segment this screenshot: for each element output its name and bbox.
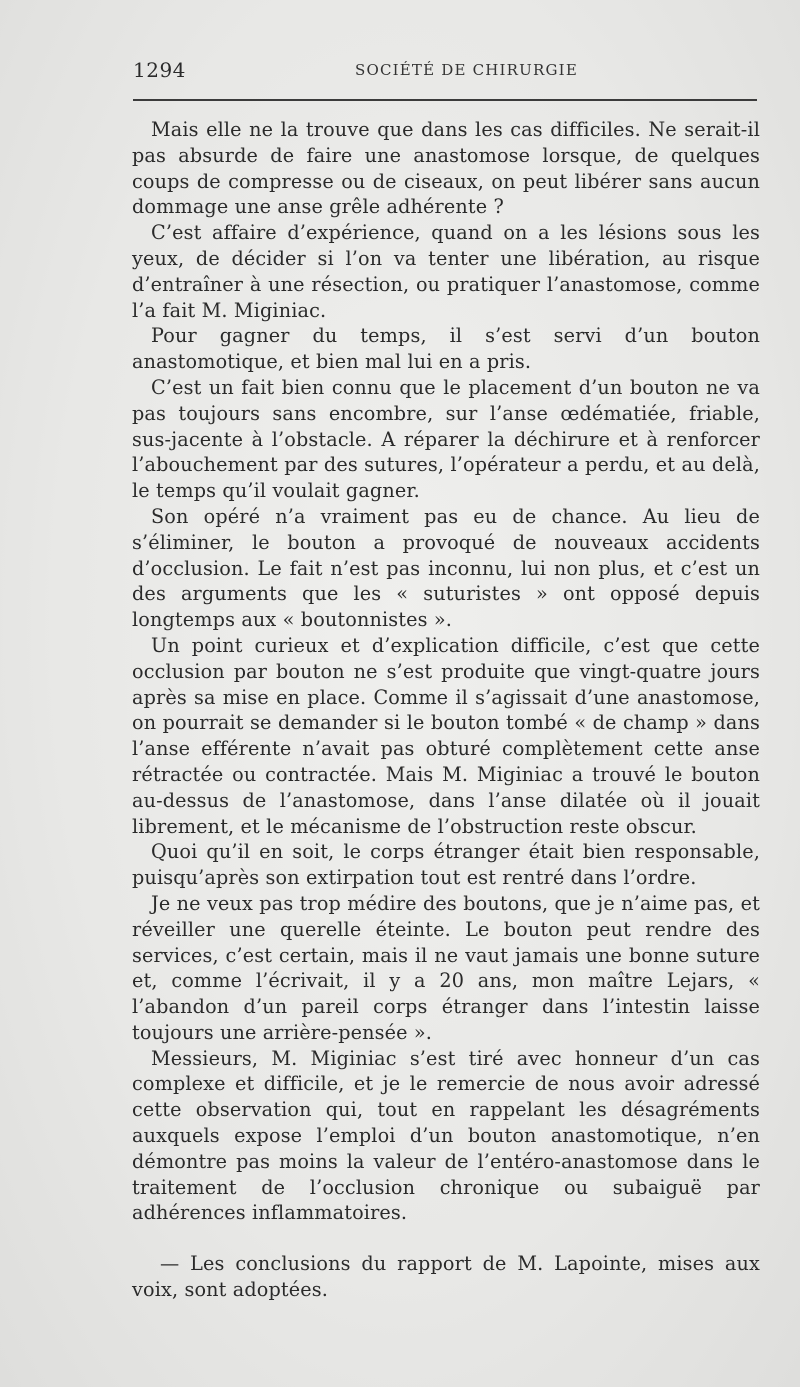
conclusion-paragraph: — Les conclusions du rapport de M. Lapointe, mises aux voix, sont adoptées. bbox=[132, 1252, 760, 1302]
paragraph: Pour gagner du temps, il s’est servi d’un bouton anastomotique, et bien mal lui en a pris. bbox=[132, 324, 760, 374]
paragraph: Je ne veux pas trop médire des boutons, que je n’aime pas, et réveiller une querelle éteinte. Le bouton peut rendre des services, c’est certain, mais il ne vaut jamais une bonne suture et, comme l’écrivait, il y a 20 ans, mon maître Lejars, « l’abandon d’un pareil corps étranger dans l’intestin laisse toujours une arrière-pensée ». bbox=[132, 891, 760, 1044]
page-header bbox=[133, 58, 758, 88]
body-text bbox=[132, 117, 760, 1303]
paragraph: C’est un fait bien connu que le placement d’un bouton ne va pas toujours sans encombre, sur l’anse œdématiée, friable, sus-jacente à l’obstacle. A réparer la déchirure et à renforcer l’abouchement par des sutures, l’opérateur a perdu, et au delà, le temps qu’il voulait gagner. bbox=[132, 375, 760, 503]
paragraph: Un point curieux et d’explication difficile, c’est que cette occlusion par bouton ne s’est produite que vingt-quatre jours après sa mise en place. Comme il s’agissait d’une anastomose, on pourrait se demander si le bouton tombé « de champ » dans l’anse efférente n’avait pas obturé complètement cette anse rétractée ou contractée. Mais M. Miginiac a trouvé le bouton au-dessus de l’anastomose, dans l’anse dilatée où il jouait librement, et le mécanisme de l’obstruction reste obscur. bbox=[132, 633, 760, 838]
paragraph: C’est affaire d’expérience, quand on a les lésions sous les yeux, de décider si l’on va tenter une libération, au risque d’entraîner à une résection, ou pratiquer l’anastomose, comme l’a fait M. Miginiac. bbox=[132, 221, 760, 322]
running-title: SOCIÉTÉ DE CHIRURGIE bbox=[355, 61, 578, 79]
paragraph: Quoi qu’il en soit, le corps étranger était bien responsable, puisqu’après son extirpation tout est rentré dans l’ordre. bbox=[132, 840, 760, 890]
header-rule bbox=[133, 99, 757, 101]
paragraph: Son opéré n’a vraiment pas eu de chance. Au lieu de s’éliminer, le bouton a provoqué de nouveaux accidents d’occlusion. Le fait n’est pas inconnu, lui non plus, et c’est un des arguments que les « suturistes » ont opposé depuis longtemps aux « boutonnistes ». bbox=[132, 504, 760, 632]
paragraph: Mais elle ne la trouve que dans les cas difficiles. Ne serait-il pas absurde de faire une anastomose lorsque, de quelques coups de compresse ou de ciseaux, on peut libérer sans aucun dommage une anse grêle adhérente ? bbox=[132, 118, 760, 219]
paragraph: Messieurs, M. Miginiac s’est tiré avec honneur d’un cas complexe et difficile, et je le remercie de nous avoir adressé cette observation qui, tout en rappelant les désagréments auxquels expose l’emploi d’un bouton anastomotique, n’en démontre pas moins la valeur de l’entéro-anastomose dans le traitement de l’occlusion chronique ou subaiguë par adhérences inflammatoires. bbox=[132, 1046, 760, 1225]
page-number: 1294 bbox=[133, 58, 186, 82]
